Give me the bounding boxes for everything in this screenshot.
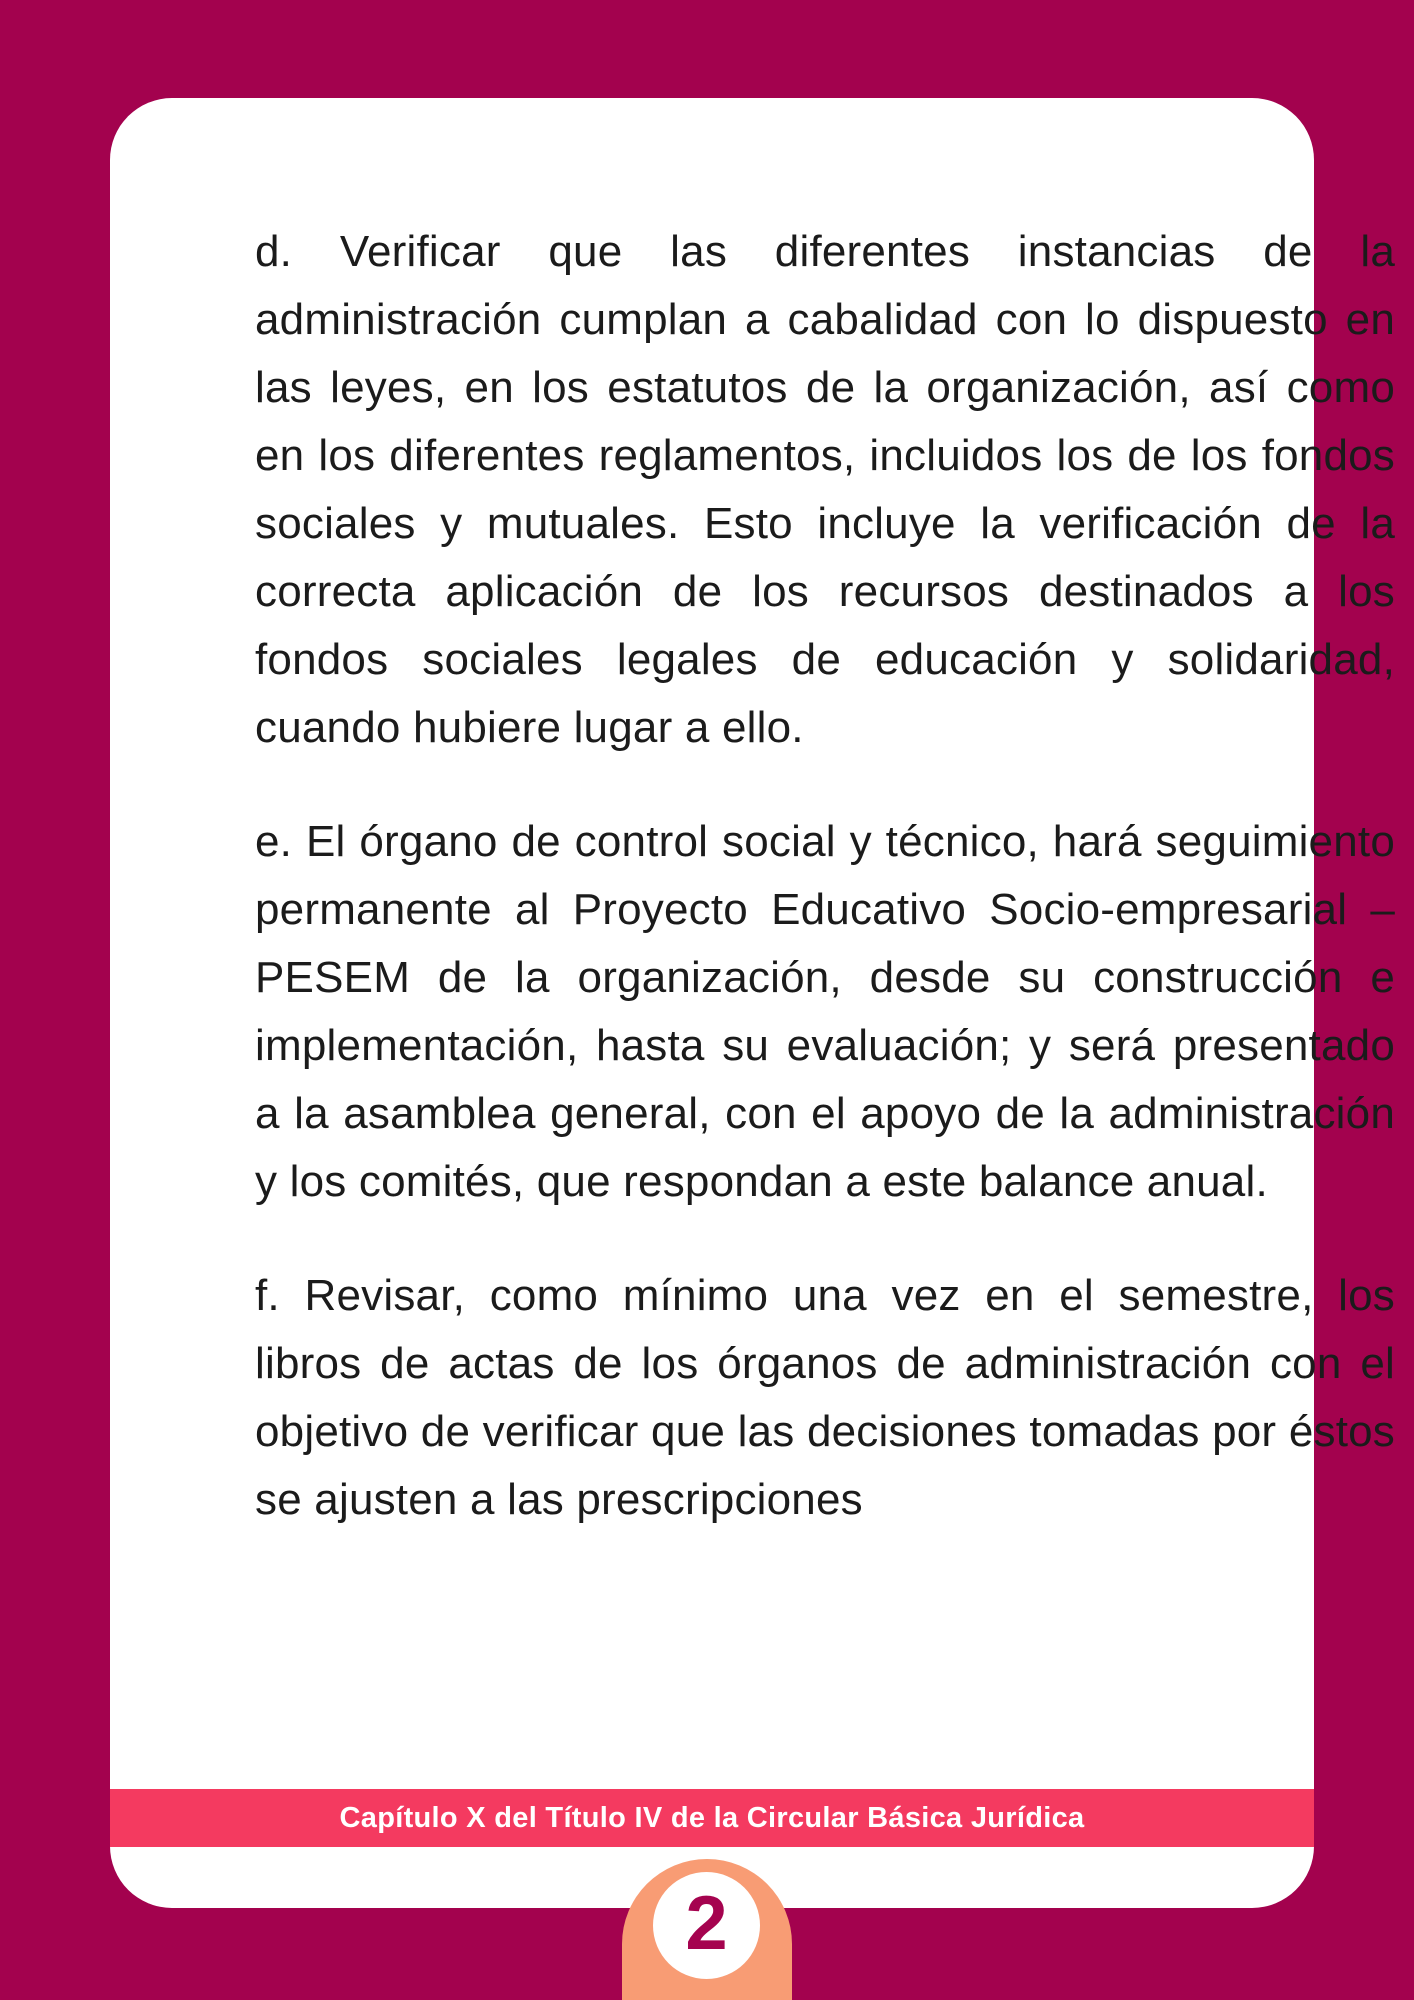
paragraph-f: f. Revisar, como mínimo una vez en el semestre, los libros de actas de los órganos de administración con el objetivo de verificar que las decisiones tomadas por éstos se ajusten a las prescripciones (255, 1271, 1395, 1524)
footer-banner (110, 1789, 1314, 1847)
page-number-circle (653, 1872, 760, 1979)
paragraph-d: d. Verificar que las diferentes instancias de la administración cumplan a cabalidad con lo dispuesto en las leyes, en los estatutos de la organización, así como en los diferentes reglamentos, incluidos los de los fondos sociales y mutuales. Esto incluye la verificación de la correcta aplicación de los recursos destinados a los fondos sociales legales de educación y solidaridad, cuando hubiere lugar a ello. (255, 227, 1395, 752)
body-text (255, 218, 1395, 1534)
paragraph-e: e. El órgano de control social y técnico, hará seguimiento permanente al Proyecto Educativo Socio-empresarial – PESEM de la organización, desde su construcción e implementación, hasta su evaluación; y será presentado a la asamblea general, con el apoyo de la administración y los comités, que respondan a este balance anual. (255, 817, 1395, 1206)
footer-banner-label: Capítulo X del Título IV de la Circular Básica Jurídica (339, 1801, 1085, 1834)
content-card (110, 98, 1395, 1908)
page-number: 2 (685, 1880, 728, 1966)
